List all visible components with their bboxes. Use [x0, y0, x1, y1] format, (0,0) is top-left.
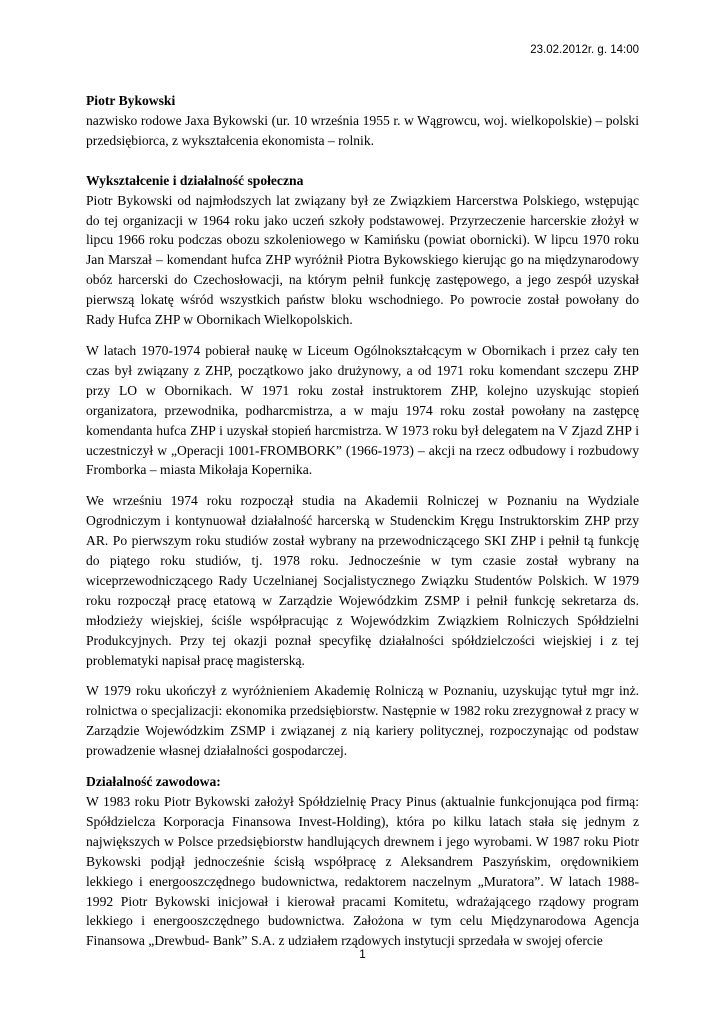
document-body [86, 91, 639, 951]
paragraph: W 1979 roku ukończył z wyróżnieniem Akademię Rolniczą w Poznaniu, uzyskując tytuł mgr inż. rolnictwa o specjalizacji: ekonomika przedsiębiorstw. Następnie w 1982 roku zrezygnował z pracy w Zarządzie Wojewódzkim ZSMP i związanej z nią kariery politycznej, rozpoczynając od podstaw prowadzenie własnej działalności gospodarczej. [86, 683, 639, 759]
intro-paragraph: nazwisko rodowe Jaxa Bykowski (ur. 10 września 1955 r. w Wągrowcu, woj. wielkopolskie) – polski przedsiębiorca, z wykształcenia ekonomista – rolnik. [86, 112, 639, 148]
paragraph: We wrześniu 1974 roku rozpoczął studia na Akademii Rolniczej w Poznaniu na Wydziale Ogrodniczym i kontynuował działalność harcerską w Studenckim Kręgu Instruktorskim ZHP przy AR. Po pierwszym roku studiów został wybrany na przewodniczącego SKI ZHP i pełnił tą funkcję do piątego roku studiów, tj. 1978 roku. Jednocześnie w tym czasie został wybrany na wiceprzewodniczącego Rady Uczelnianej Socjalistycznego Związku Studentów Polskich. W 1979 roku rozpoczął pracę etatową w Zarządzie Wojewódzkim ZSMP i pełnił funkcję sekretarza ds. młodzieży wiejskiej, ściśle współpracując z Wojewódzkim Związkiem Rolniczych Spółdzielni Produkcyjnych. Przy tej okazji poznał specyfikę działalności spółdzielczości wiejskiej i z tej problematyki napisał pracę magisterską. [86, 493, 639, 668]
paragraph: W latach 1970-1974 pobierał naukę w Liceum Ogólnokształcącym w Obornikach i przez cały ten czas był związany z ZHP, początkowo jako drużynowy, a od 1971 roku komendant szczepu ZHP przy LO w Obornikach. W 1971 roku został instruktorem ZHP, kolejno uzyskując stopień organizatora, przewodnika, podharcmistrza, a w maju 1974 roku został powołany na zastępcę komendanta hufca ZHP i uzyskał stopień harcmistrza. W 1973 roku był delegatem na V Zjazd ZHP i uczestniczył w „Operacji 1001-FROMBORK” (1966-1973) – akcji na rzecz odbudowy i rozbudowy Fromborka – miasta Mikołaja Kopernika. [86, 342, 639, 478]
page-number: 1 [359, 947, 366, 961]
header-date: 23.02.2012r. g. 14:00 [530, 44, 639, 56]
paragraph: W 1983 roku Piotr Bykowski założył Spółdzielnię Pracy Pinus (aktualnie funkcjonująca pod firmą: Spółdzielcza Korporacja Finansowa Invest-Holding), która po kilku latach stała się jednym z największych w Polsce przedsiębiorstw handlujących drewnem i jego wyrobami. W 1987 roku Piotr Bykowski podjął jednocześnie ścisłą współpracę z Aleksandrem Paszyńskim, orędownikiem lekkiego i energooszczędnego budownictwa, redaktorem naczelnym „Muratora”. W latach 1988-1992 Piotr Bykowski inicjował i kierował pracami Komitetu, wdrażającego rządowy program lekkiego i energooszczędnego budownictwa. Założona w tym celu Międzynarodowa Agencja Finansowa „Drewbud- Bank” S.A. z udziałem rządowych instytucji sprzedała w swojej ofercie [86, 794, 639, 949]
document-title: Piotr Bykowski [86, 93, 176, 108]
section-heading-professional: Działalność zawodowa: [86, 774, 221, 790]
section-heading-education: Wykształcenie i działalność społeczna [86, 172, 304, 188]
paragraph: Piotr Bykowski od najmłodszych lat związany był ze Związkiem Harcerstwa Polskiego, wstępując do tej organizacji w 1964 roku jako uczeń szkoły podstawowej. Przyrzeczenie harcerskie złożył w lipcu 1966 roku podczas obozu szkoleniowego w Kamińsku (powiat obornicki). W lipcu 1970 roku Jan Marszał – komendant hufca ZHP wyróżnił Piotra Bykowskiego kierując go na międzynarodowy obóz harcerski do Czechosłowacji, na którym pełnił funkcję zastępowego, a jego zespół uzyskał pierwszą lokatę wśród wszystkich państw bloku wschodniego. Po powrocie został powołany do Rady Hufca ZHP w Obornikach Wielkopolskich. [86, 192, 639, 328]
